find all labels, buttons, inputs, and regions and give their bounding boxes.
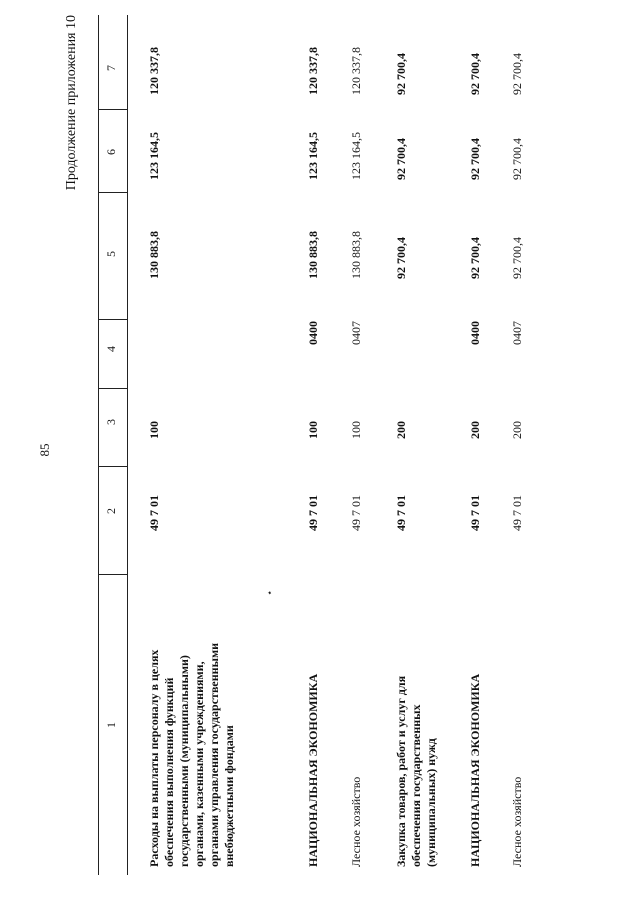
header-col-2: 2: [104, 508, 118, 514]
row-sum-1: 92 700,4: [468, 237, 482, 279]
page-number: 85: [37, 443, 52, 457]
row-type: 100: [147, 421, 161, 439]
header-col-6: 6: [104, 149, 118, 155]
row-sum-3: 120 337,8: [306, 47, 320, 95]
row-sum-2: 92 700,4: [394, 138, 408, 180]
row-code: 49 7 01: [349, 495, 363, 531]
row-sum-1: 130 883,8: [147, 231, 161, 279]
appendix-title: Продолжение приложения 10: [64, 15, 79, 191]
column-divider: [98, 466, 127, 467]
header-col-4: 4: [104, 346, 118, 352]
row-sum-3: 92 700,4: [510, 53, 524, 95]
row-section: 0407: [349, 321, 363, 345]
header-bottom-border: [127, 15, 128, 875]
row-sum-2: 123 164,5: [306, 132, 320, 180]
row-code: 49 7 01: [510, 495, 524, 531]
table-top-border: [98, 15, 99, 875]
header-col-7: 7: [104, 65, 118, 71]
row-sum-2: 92 700,4: [510, 138, 524, 180]
column-divider: [98, 192, 127, 193]
header-col-5: 5: [104, 251, 118, 257]
row-type: 100: [306, 421, 320, 439]
row-sum-2: 123 164,5: [147, 132, 161, 180]
stray-mark: ٭: [265, 590, 274, 595]
row-description: Лесное хозяйство: [510, 776, 524, 867]
row-description: Закупка товаров, работ и услуг для обеспечения государственных (муниципальных) нужд: [394, 675, 438, 867]
row-sum-3: 120 337,8: [147, 47, 161, 95]
row-description: Расходы на выплаты персоналу в целях обеспечения выполнения функций государственными (муниципальными) органами, казенными учреждениями, органами управления государственными внебюджетными фондами: [147, 642, 236, 867]
row-code: 49 7 01: [147, 495, 161, 531]
row-description: НАЦИОНАЛЬНАЯ ЭКОНОМИКА: [306, 673, 320, 867]
row-sum-1: 92 700,4: [394, 237, 408, 279]
row-description: НАЦИОНАЛЬНАЯ ЭКОНОМИКА: [468, 673, 482, 867]
column-divider: [98, 574, 127, 575]
row-description: Лесное хозяйство: [349, 776, 363, 867]
column-divider: [98, 319, 127, 320]
row-code: 49 7 01: [468, 495, 482, 531]
row-sum-3: 92 700,4: [394, 53, 408, 95]
row-sum-1: 130 883,8: [349, 231, 363, 279]
row-sum-3: 120 337,8: [349, 47, 363, 95]
row-code: 49 7 01: [394, 495, 408, 531]
row-section: 0400: [468, 321, 482, 345]
header-col-3: 3: [104, 419, 118, 425]
row-section: 0400: [306, 321, 320, 345]
row-sum-3: 92 700,4: [468, 53, 482, 95]
row-type: 200: [394, 421, 408, 439]
row-type: 200: [468, 421, 482, 439]
row-sum-1: 130 883,8: [306, 231, 320, 279]
row-code: 49 7 01: [306, 495, 320, 531]
row-section: 0407: [510, 321, 524, 345]
header-col-1: 1: [104, 722, 118, 728]
row-sum-2: 92 700,4: [468, 138, 482, 180]
column-divider: [98, 388, 127, 389]
row-type: 100: [349, 421, 363, 439]
row-sum-1: 92 700,4: [510, 237, 524, 279]
column-divider: [98, 109, 127, 110]
row-sum-2: 123 164,5: [349, 132, 363, 180]
row-type: 200: [510, 421, 524, 439]
